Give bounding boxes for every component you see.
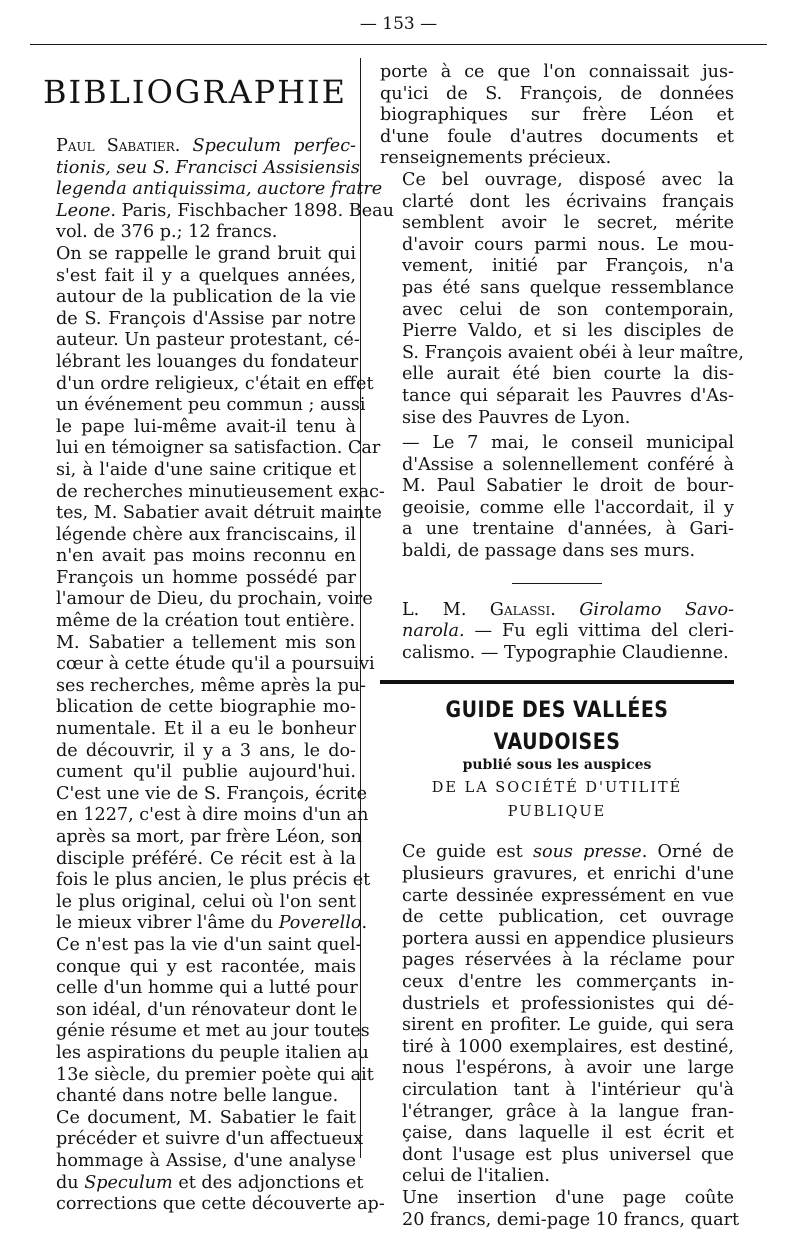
text-line: Ce document, M. Sabatier le fait <box>56 1107 356 1128</box>
text-line: même de la création tout entière. <box>56 611 356 632</box>
text-line: de S. François d'Assise par notre <box>56 308 356 329</box>
title-text: Girolamo Savo- <box>555 599 734 620</box>
citation-sabatier <box>34 136 394 244</box>
text-line: geoisie, comme elle l'accordait, il y <box>402 497 734 518</box>
title-text: vol. de 376 p.; 12 francs. <box>56 222 278 243</box>
text-line: légende chère aux franciscains, il <box>56 524 356 545</box>
text-line: le mieux vibrer l'âme du Poverello. <box>56 913 368 934</box>
text-line: qu'ici de S. François, de données <box>380 83 734 104</box>
paragraph <box>34 1107 385 1216</box>
text-line: numentale. Et il a eu le bonheur <box>56 719 356 740</box>
text-line: Ce guide est sous presse. Orné de <box>402 842 735 863</box>
text-line: baldi, de passage dans ses murs. <box>402 541 696 562</box>
text-line: sise des Pauvres de Lyon. <box>402 407 631 428</box>
paragraph <box>380 169 744 429</box>
text-line <box>34 179 383 201</box>
separator-rule <box>512 583 602 584</box>
text-line <box>380 621 734 643</box>
text-line: lui en témoigner sa satisfaction. Car <box>56 438 381 459</box>
text-line: 13e siècle, du premier poète qui ait <box>56 1064 374 1085</box>
text-line: tes, M. Sabatier avait détruit mainte <box>56 503 382 524</box>
guide-subtitle: publié sous les auspices <box>462 757 652 774</box>
paragraph <box>380 842 734 1188</box>
text-line: d'avoir cours parmi nous. Le mou- <box>402 234 734 255</box>
text-line: ceux d'entre les commerçants in- <box>402 972 734 992</box>
text-line: cœur à cette étude qu'il a poursuivi <box>56 654 375 675</box>
text-line: d'un ordre religieux, c'était en effet <box>56 373 374 394</box>
text-line: François un homme possédé par <box>56 567 356 588</box>
text-line <box>34 200 394 223</box>
text-line: pages réservées à la réclame pour <box>402 950 734 971</box>
text-line: biographiques sur frère Léon et <box>380 105 734 126</box>
section-rule <box>380 680 734 684</box>
text-line: circulation tant à l'intérieur qu'à <box>402 1079 734 1100</box>
text-line: plusieurs gravures, et enrichi d'une <box>402 864 734 885</box>
author-name: Paul Sabatier. <box>56 136 181 156</box>
title-text: Leone. Paris, Fischbacher 1898. Beau <box>56 200 394 221</box>
text-line: renseignements précieux. <box>380 148 612 169</box>
text-line: sirent en profiter. Le guide, qui sera <box>402 1015 734 1036</box>
text-line: vement, initié par François, n'a <box>402 256 734 277</box>
text-line: portera aussi en appendice plusieurs <box>402 928 734 949</box>
text-line: nous l'espérons, à avoir une large <box>402 1058 734 1079</box>
text-line: semblent avoir le secret, mérite <box>402 213 734 234</box>
text-line: s'est fait il y a quelques années, <box>56 265 356 286</box>
text-line: l'étranger, grâce à la langue fran- <box>402 1101 734 1122</box>
text-line: le pape lui-même avait-il tenu à <box>56 416 356 437</box>
text-line: un événement peu commun ; aussi <box>56 395 366 416</box>
text-line <box>380 643 734 665</box>
text-line: chanté dans notre belle langue. <box>56 1086 339 1107</box>
text-line: disciple préféré. Ce récit est à la <box>56 848 356 869</box>
text-line: d'Assise a solennellement conféré à <box>402 454 734 475</box>
text-line: d'une foule d'autres documents et <box>380 126 734 147</box>
text-line: On se rappelle le grand bruit qui <box>56 243 356 264</box>
text-line: si, à l'aide d'une saine critique et <box>56 459 356 480</box>
text-line: çaise, dans laquelle il est écrit et <box>402 1123 734 1144</box>
text-line: de découvrir, il y a 3 ans, le do- <box>56 740 356 761</box>
citation-galassi <box>380 600 734 665</box>
text-line: les aspirations du peuple italien au <box>56 1042 369 1063</box>
text-line: celui de l'italien. <box>402 1166 550 1187</box>
text-line: fois le plus ancien, le plus précis et <box>56 870 371 891</box>
guide-title: GUIDE DES VALLÉES VAUDOISES <box>445 697 669 756</box>
text-line: 20 francs, demi-page 10 francs, quart <box>402 1209 740 1230</box>
text-line: cument qu'il publie aujourd'hui. <box>56 762 356 783</box>
text-line: M. Paul Sabatier le droit de bour- <box>402 476 734 497</box>
text-line: en 1227, c'est à dire moins d'un an <box>56 805 369 826</box>
text-line: auteur. Un pasteur protestant, cé- <box>56 330 360 351</box>
text-line: a une trentaine d'années, à Gari- <box>402 519 734 540</box>
text-line: Une insertion d'une page coûte <box>402 1187 734 1208</box>
text-line: corrections que cette découverte ap- <box>56 1194 385 1215</box>
text-line: n'en avait pas moins reconnu en <box>56 546 356 567</box>
text-line: de cette publication, cet ouvrage <box>402 907 734 928</box>
text-line: génie résume et met au jour toutes <box>56 1021 370 1042</box>
text-line: dustriels et professionistes qui dé- <box>402 993 734 1014</box>
text-line: de recherches minutieusement exac- <box>56 481 385 502</box>
text-line: conque qui y est racontée, mais <box>56 956 356 977</box>
left-column <box>34 62 394 1216</box>
text-line <box>34 157 360 180</box>
news-item <box>380 433 734 563</box>
text-line: Ce bel ouvrage, disposé avec la <box>402 169 734 190</box>
text-line: avec celui de son contemporain, <box>402 299 734 320</box>
text-line: après sa mort, par frère Léon, son <box>56 827 362 847</box>
guide-organization: DE LA SOCIÉTÉ D'UTILITÉ PUBLIQUE <box>431 780 683 821</box>
text-line <box>380 600 734 622</box>
text-line <box>34 222 356 244</box>
text-line: le plus original, celui où l'on sent <box>56 891 356 912</box>
text-line: C'est une vie de S. François, écrite <box>56 783 368 804</box>
text-line: hommage à Assise, d'une analyse <box>56 1150 356 1171</box>
title-text: calismo. — Typographie Claudienne. <box>402 642 729 663</box>
text-line: — Le 7 mai, le conseil municipal <box>402 433 734 454</box>
header-rule <box>30 44 767 45</box>
text-line: Pierre Valdo, et si les disciples de <box>402 321 734 342</box>
paragraph <box>34 632 375 1108</box>
title-text: legenda antiquissima, auctore fratre <box>56 179 383 200</box>
text-line: tance qui séparait les Pauvres d'As- <box>402 385 734 406</box>
text-line: tiré à 1000 exemplaires, est destiné, <box>402 1036 734 1057</box>
page-number: — 153 — <box>359 14 438 34</box>
paragraph <box>34 243 385 633</box>
text-line: ses recherches, même après la pu- <box>56 675 366 696</box>
text-line: son idéal, d'un rénovateur dont le <box>56 999 358 1020</box>
text-line: porte à ce que l'on connaissait jus- <box>380 62 734 82</box>
text-line: M. Sabatier a tellement mis son <box>56 632 356 653</box>
author-name: L. M. Galassi. <box>402 599 556 620</box>
text-line: précéder et suivre d'un affectueux <box>56 1129 364 1150</box>
title-text: Speculum perfec- <box>180 136 356 156</box>
text-line: pas été sans quelque ressemblance <box>402 277 734 298</box>
text-line: dont l'usage est plus universel que <box>402 1144 734 1165</box>
section-heading: BIBLIOGRAPHIE <box>43 73 347 111</box>
right-column <box>380 62 744 1231</box>
title-text: narola. — Fu egli vittima del cleri- <box>402 621 734 642</box>
text-line: celle d'un homme qui a lutté pour <box>56 978 358 999</box>
text-line: l'amour de Dieu, du prochain, voire <box>56 589 373 610</box>
text-line: blication de cette biographie mo- <box>56 697 356 718</box>
text-line: lébrant les louanges du fondateur <box>56 351 359 372</box>
paragraph <box>380 62 734 170</box>
title-text: tionis, seu S. Francisci Assisiensis <box>56 157 360 178</box>
text-line: Ce n'est pas la vie d'un saint quel- <box>56 934 362 955</box>
paragraph <box>380 1187 740 1231</box>
text-line: S. François avaient obéi à leur maître, <box>402 342 744 363</box>
text-line: clarté dont les écrivains français <box>402 191 734 212</box>
text-line: autour de la publication de la vie <box>56 287 356 308</box>
text-line: du Speculum et des adjonctions et <box>56 1172 364 1193</box>
text-line <box>34 136 356 158</box>
text-line: elle aurait été bien courte la dis- <box>402 364 734 385</box>
text-line: carte dessinée expressément en vue <box>402 885 734 906</box>
